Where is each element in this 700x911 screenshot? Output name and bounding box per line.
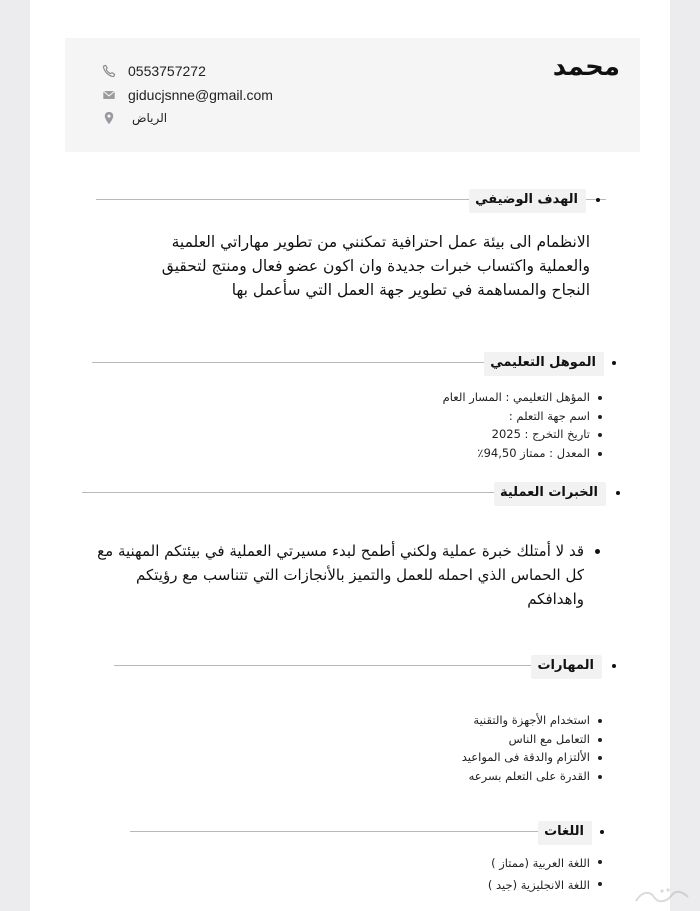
location-pin-icon <box>102 111 116 125</box>
languages-title-bullet <box>600 830 604 834</box>
list-item: المعدل : ممتاز 94,50٪ <box>304 444 604 463</box>
experience-title: الخبرات العملية <box>494 482 606 506</box>
experience-line: واهدافكم <box>527 590 584 608</box>
languages-divider <box>130 831 550 832</box>
objective-title-bullet <box>596 198 600 202</box>
candidate-name: محمد <box>552 52 620 82</box>
contact-phone-row <box>102 62 206 80</box>
experience-line: قد لا أمتلك خبرة عملية ولكني أطمح لبدء مسيرتي العملية في بيئتكم المهنية مع <box>97 542 584 560</box>
objective-line: الانظمام الى بيئة عمل احترافية تمكنني من تطوير مهاراتي العلمية <box>171 233 590 251</box>
list-item: اللغة الانجليزية (جيد ) <box>304 874 604 896</box>
education-list <box>304 388 604 462</box>
list-item: استخدام الأجهزة والتقنية <box>304 711 604 730</box>
skills-list <box>304 711 604 785</box>
education-title: الموهل التعليمي <box>484 352 604 376</box>
languages-title: اللغات <box>538 821 592 845</box>
watermark-logo-icon <box>632 885 692 907</box>
objective-line: النجاح والمساهمة في تطوير جهة العمل التي سأعمل بها <box>231 281 590 299</box>
experience-line: كل الحماس الذي احمله للعمل والتميز بالأنجازات التي تتناسب مع رؤيتكم <box>135 566 584 584</box>
phone-icon <box>102 64 116 78</box>
education-divider <box>92 362 516 363</box>
contact-email-row <box>102 86 273 104</box>
experience-list <box>72 539 602 611</box>
list-item: المؤهل التعليمي : المسار العام <box>304 388 604 407</box>
education-title-bullet <box>612 361 616 365</box>
objective-line: والعملية واكتساب خبرات جديدة وان اكون عضو فعال ومنتج لتحقيق <box>161 257 590 275</box>
objective-title: الهدف الوضيفي <box>469 189 586 213</box>
skills-title-bullet <box>612 664 616 668</box>
list-item: اللغة العربية (ممتاز ) <box>304 852 604 874</box>
list-item: الألتزام والدقة فى المواعيد <box>304 748 604 767</box>
mail-icon <box>102 88 116 102</box>
list-item: التعامل مع الناس <box>304 730 604 749</box>
email-address: giducjsnne@gmail.com <box>128 87 273 103</box>
contact-location-row <box>102 109 167 127</box>
skills-title: المهارات <box>531 655 602 679</box>
languages-list <box>304 852 604 896</box>
objective-text <box>70 230 590 302</box>
experience-divider <box>82 492 512 493</box>
experience-title-bullet <box>616 491 620 495</box>
list-item <box>72 539 602 611</box>
list-item: تاريخ التخرج : 2025 <box>304 425 604 444</box>
phone-number: 0553757272 <box>128 63 206 79</box>
skills-divider <box>114 665 544 666</box>
list-item: القدرة على التعلم بسرعه <box>304 767 604 786</box>
list-item: اسم جهة التعلم : <box>304 407 604 426</box>
location-text: الرياض <box>132 111 168 125</box>
